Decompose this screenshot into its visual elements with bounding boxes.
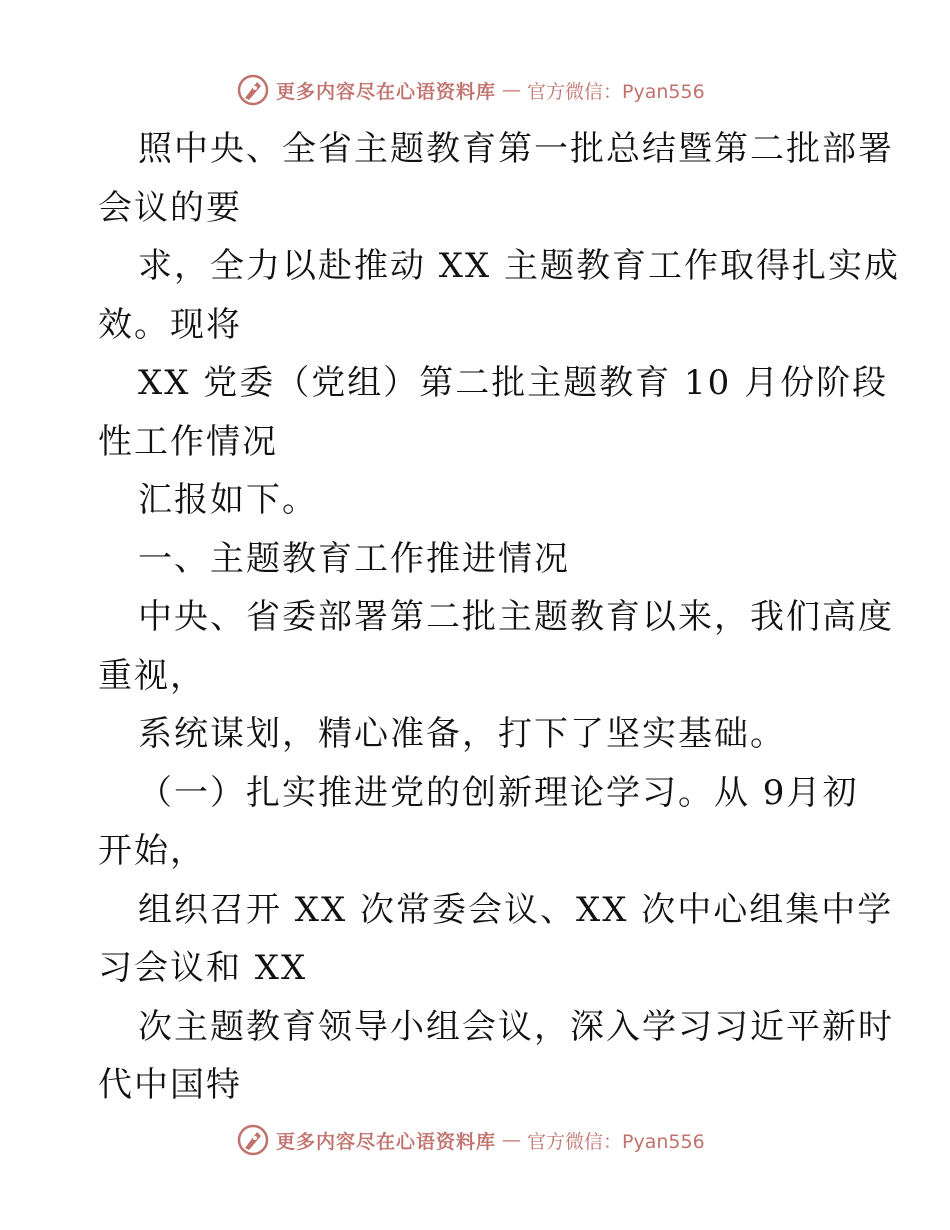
text-line: XX 党委（党组）第二批主题教育 10 月份阶段 [138, 363, 889, 403]
watermark-contact: 官方微信：Pyan556 [527, 1130, 705, 1153]
text-line: 汇报如下。 [138, 480, 318, 520]
text-line: 开始， [98, 831, 206, 871]
watermark-separator: — [502, 1129, 522, 1151]
subsection-heading: （一）扎实推进党的创新理论学习。从 9月初 [138, 772, 859, 813]
watermark-site-text: 更多内容尽在心语资料库 [276, 1130, 497, 1153]
text-line: 求，全力以赴推动 XX 主题教育工作取得扎实成 [138, 246, 901, 286]
text-line: 代中国特 [98, 1065, 242, 1105]
document-body [98, 120, 901, 1115]
watermark-site-text: 更多内容尽在心语资料库 [276, 80, 497, 103]
section-heading: 一、主题教育工作推进情况 [138, 538, 570, 579]
watermark-contact: 官方微信：Pyan556 [527, 80, 705, 103]
pen-nib-icon [236, 73, 270, 107]
text-line: 次主题教育领导小组会议，深入学习习近平新时 [138, 1006, 894, 1047]
text-line: 会议的要 [98, 187, 242, 228]
text-line: 照中央、全省主题教育第一批总结暨第二批部署 [138, 129, 894, 169]
watermark-separator: — [502, 79, 522, 101]
text-line: 重视， [98, 655, 206, 696]
text-line: 组织召开 XX 次常委会议、XX 次中心组集中学 [138, 889, 894, 930]
pen-nib-icon [236, 1123, 270, 1157]
text-line: 系统谋划，精心准备，打下了坚实基础。 [138, 714, 786, 754]
text-line: 性工作情况 [98, 421, 278, 462]
watermark-header [236, 70, 705, 110]
text-line: 习会议和 XX [98, 948, 308, 988]
watermark-footer [236, 1120, 705, 1160]
text-line: 效。现将 [98, 304, 242, 345]
text-line: 中央、省委部署第二批主题教育以来，我们高度 [138, 597, 894, 637]
